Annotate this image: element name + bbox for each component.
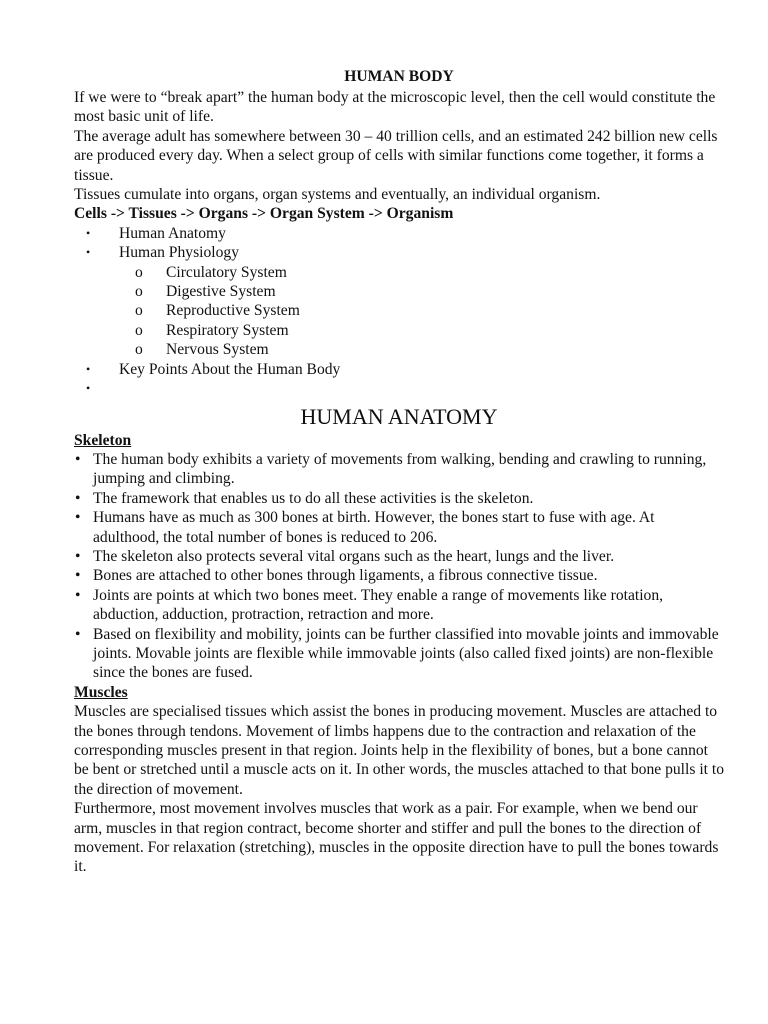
document-title: HUMAN BODY	[344, 68, 454, 85]
muscles-paragraph: Muscles are specialised tissues which assist the bones in producing movement. Muscles are attached to the bones through tendons. Movement of limbs happens due to the contraction and relaxation of the corresponding muscles present in that region. Joints help in the flexibility of bones, but a bone cannot be bent or stretched until a muscle acts on it. In other words, the muscles attached to that bone pulls it to the direction of movement.	[74, 703, 725, 798]
section-heading: HUMAN ANATOMY	[300, 403, 498, 429]
subtopic-item: o Respiratory System	[119, 321, 724, 340]
topic-label: Key Points About the Human Body	[119, 360, 341, 378]
muscles-heading: Muscles	[74, 683, 128, 701]
topic-item	[74, 360, 724, 379]
skeleton-bullet: • Based on flexibility and mobility, joints can be further classified into movable joints and immovable joints. Movable joints are flexible while immovable joints (also called fixed joints) are non-flexible since the bones are fused.	[74, 625, 724, 683]
skeleton-bullet: • The human body exhibits a variety of movements from walking, bending and crawling to running, jumping and climbing.	[74, 450, 724, 489]
skeleton-bullet: • Bones are attached to other bones through ligaments, a fibrous connective tissue.	[74, 566, 724, 585]
skeleton-bullet: • The framework that enables us to do all these activities is the skeleton.	[74, 489, 724, 508]
subtopic-item: o Circulatory System	[119, 263, 724, 282]
topic-label: Human Physiology	[119, 244, 239, 262]
subtopic-item: o Reproductive System	[119, 301, 724, 320]
muscles-paragraph: Furthermore, most movement involves muscles that work as a pair. For example, when we bend our arm, muscles in that region contract, become shorter and stiffer and pull the bones to the direction of movement. For relaxation (stretching), muscles in the opposite direction have to pull the bones towards it.	[74, 800, 719, 876]
topic-item	[74, 224, 724, 243]
skeleton-heading: Skeleton	[74, 431, 132, 449]
topic-item	[74, 243, 724, 359]
physiology-sublist	[119, 263, 724, 360]
hierarchy-line: Cells -> Tissues -> Organs -> Organ System -> Organism	[74, 205, 454, 223]
document-page	[74, 66, 724, 877]
topic-label: Human Anatomy	[119, 224, 226, 242]
subtopic-item: o Digestive System	[119, 282, 724, 301]
skeleton-bullet: • The skeleton also protects several vital organs such as the heart, lungs and the liver.	[74, 547, 724, 566]
intro-paragraph: Tissues cumulate into organs, organ systems and eventually, an individual organism.	[74, 186, 601, 204]
intro-paragraph: If we were to “break apart” the human body at the microscopic level, then the cell would constitute the most basic unit of life.	[74, 89, 716, 126]
skeleton-bullet: • Joints are points at which two bones meet. They enable a range of movements like rotation, abduction, adduction, protraction, retraction and more.	[74, 586, 724, 625]
intro-paragraph: The average adult has somewhere between 30 – 40 trillion cells, and an estimated 242 billion new cells are produced every day. When a select group of cells with similar functions come together, it forms a tissue.	[74, 127, 718, 184]
topic-item-empty	[74, 379, 724, 398]
topic-list	[74, 224, 724, 399]
skeleton-list	[74, 450, 724, 683]
skeleton-bullet: • Humans have as much as 300 bones at birth. However, the bones start to fuse with age. At adulthood, the total number of bones is reduced to 206.	[74, 508, 724, 547]
subtopic-item: o Nervous System	[119, 340, 724, 359]
